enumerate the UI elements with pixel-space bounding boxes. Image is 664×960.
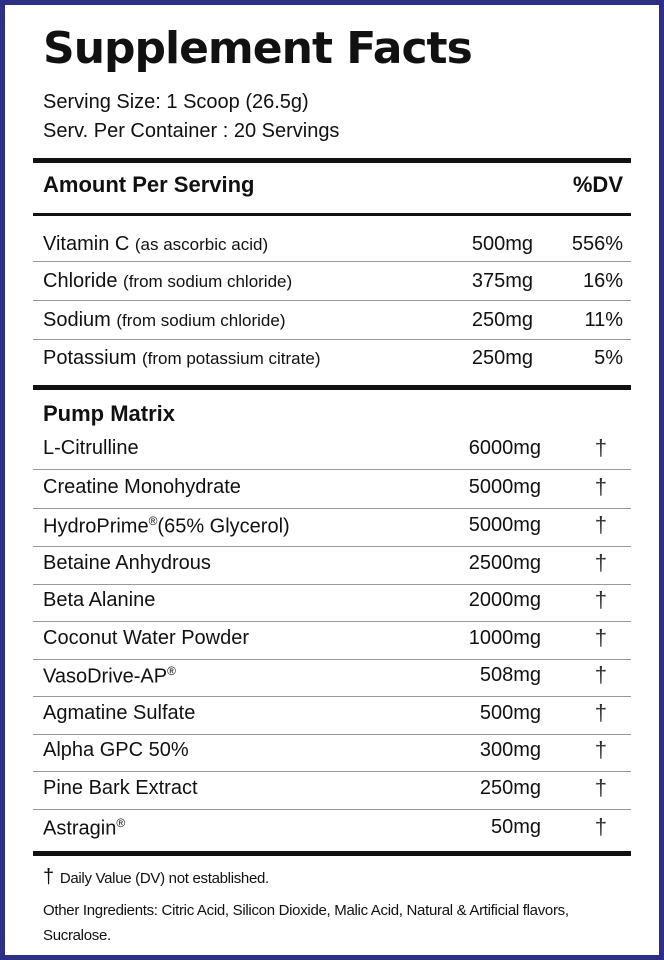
ingredient-row <box>33 470 631 508</box>
nutrient-name: Vitamin C (as ascorbic acid) <box>43 233 269 255</box>
dv-label: %DV <box>572 172 623 197</box>
row-divider <box>33 339 631 340</box>
nutrient-dv: 16% <box>582 270 623 292</box>
dagger-icon: † <box>594 512 607 537</box>
divider-thick <box>33 158 631 163</box>
dagger-icon: † <box>594 550 607 575</box>
nutrient-amount: 500mg <box>471 233 533 255</box>
nutrient-dv: 5% <box>594 347 623 369</box>
ingredient-name: Astragin® <box>43 816 126 840</box>
ingredient-row <box>33 621 631 659</box>
ingredient-name: Betaine Anhydrous <box>43 552 211 574</box>
dagger-icon: † <box>594 814 607 839</box>
nutrient-dv: 11% <box>584 309 623 331</box>
dagger-icon: † <box>594 737 607 762</box>
other-ingredients-continued: Sucralose. <box>43 927 111 944</box>
ingredient-name: Creatine Monohydrate <box>43 476 241 498</box>
nutrient-name: Sodium (from sodium chloride) <box>43 309 286 331</box>
servings-per-container: Serv. Per Container : 20 Servings <box>43 120 340 142</box>
ingredient-name: Coconut Water Powder <box>43 627 250 649</box>
amount-header-row <box>33 172 631 202</box>
dagger-icon: † <box>594 587 607 612</box>
nutrient-amount: 375mg <box>471 270 533 292</box>
panel-title: Supplement Facts <box>43 23 472 74</box>
ingredient-name: Alpha GPC 50% <box>43 739 189 761</box>
nutrient-row-chloride <box>33 264 631 302</box>
divider-thick <box>33 385 631 390</box>
nutrient-row-vitamin-c <box>33 227 631 265</box>
dagger-icon: † <box>43 866 54 888</box>
ingredient-row <box>33 696 631 734</box>
nutrient-dv: 556% <box>571 233 623 255</box>
ingredient-amount: 6000mg <box>468 437 541 459</box>
amount-per-serving-label: Amount Per Serving <box>43 172 255 197</box>
nutrient-amount: 250mg <box>471 347 533 369</box>
nutrient-name: Potassium (from potassium citrate) <box>43 347 321 369</box>
ingredient-amount: 50mg <box>490 816 541 838</box>
row-divider <box>33 300 631 301</box>
ingredient-row <box>33 508 631 546</box>
nutrient-amount: 250mg <box>471 309 533 331</box>
dagger-icon: † <box>594 775 607 800</box>
nutrient-row-potassium <box>33 341 631 379</box>
ingredient-row <box>33 583 631 621</box>
ingredient-name: Pine Bark Extract <box>43 777 198 799</box>
divider-medium <box>33 213 631 216</box>
dagger-icon: † <box>594 435 607 460</box>
dagger-icon: † <box>594 662 607 687</box>
ingredient-row <box>33 733 631 771</box>
ingredient-amount: 250mg <box>479 777 541 799</box>
ingredient-name: VasoDrive-AP® <box>43 664 176 688</box>
other-ingredients: Other Ingredients: Citric Acid, Silicon Dioxide, Malic Acid, Natural & Artificial flavors, <box>43 902 569 919</box>
ingredient-name: Beta Alanine <box>43 589 156 611</box>
row-divider <box>33 261 631 262</box>
dagger-icon: † <box>594 625 607 650</box>
footnote: † Daily Value (DV) not established. <box>43 866 269 888</box>
ingredient-amount: 508mg <box>479 664 541 686</box>
ingredient-row <box>33 771 631 809</box>
ingredient-row <box>33 658 631 696</box>
ingredient-amount: 5000mg <box>468 514 541 536</box>
ingredient-amount: 5000mg <box>468 476 541 498</box>
ingredient-amount: 2500mg <box>468 552 541 574</box>
serving-size: Serving Size: 1 Scoop (26.5g) <box>43 91 309 113</box>
ingredient-name: Agmatine Sulfate <box>43 702 196 724</box>
ingredient-row <box>33 431 631 469</box>
ingredient-amount: 300mg <box>479 739 541 761</box>
ingredient-amount: 2000mg <box>468 589 541 611</box>
ingredient-row <box>33 546 631 584</box>
divider-thick <box>33 851 631 856</box>
pump-matrix-title: Pump Matrix <box>43 401 176 426</box>
nutrient-name: Chloride (from sodium chloride) <box>43 270 293 292</box>
ingredient-amount: 500mg <box>479 702 541 724</box>
ingredient-name: HydroPrime®(65% Glycerol) <box>43 514 290 538</box>
ingredient-amount: 1000mg <box>468 627 541 649</box>
dagger-icon: † <box>594 474 607 499</box>
ingredient-name: L-Citrulline <box>43 437 139 459</box>
nutrient-row-sodium <box>33 303 631 341</box>
ingredient-row <box>33 810 631 848</box>
dagger-icon: † <box>594 700 607 725</box>
